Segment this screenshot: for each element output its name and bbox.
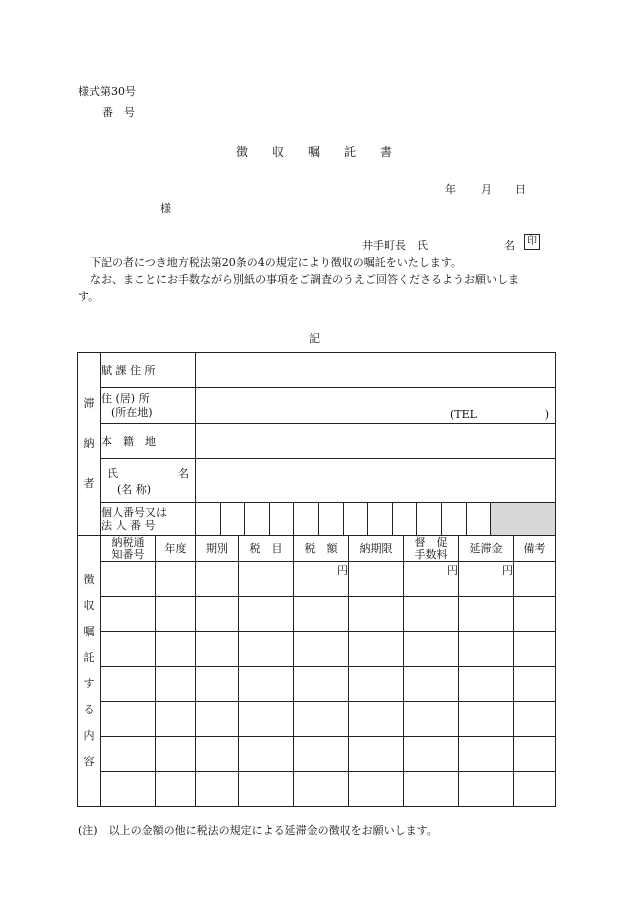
residence-label: 住 (居) 所 (所在地): [101, 388, 196, 424]
name-field[interactable]: [196, 459, 556, 503]
document-title: 徴 収 嘱 託 書: [236, 145, 393, 159]
sender-name-char: 名: [504, 239, 515, 252]
table-row: [78, 737, 556, 772]
individual-number-label: 個人番号又は 法 人 番 号: [101, 503, 196, 536]
yen-unit[interactable]: 円: [404, 562, 459, 597]
tax-address-field[interactable]: [196, 353, 556, 388]
header-tax-item: 税 目: [239, 536, 294, 562]
header-remarks: 備考: [514, 536, 556, 562]
table-row: [78, 597, 556, 632]
header-penalty: 延滞金: [459, 536, 514, 562]
honseki-label: 本 籍 地: [101, 424, 196, 459]
sender-title: 井手町長 氏: [362, 239, 428, 252]
yen-unit[interactable]: 円: [294, 562, 349, 597]
form-number: 様式第30号: [78, 85, 136, 98]
body-line-3: す。: [78, 290, 100, 303]
table-row: [78, 562, 556, 597]
table-row: [78, 772, 556, 807]
body-line-1: 下記の者につき地方税法第20条の4の規定により徴収の嘱託をいたします。: [90, 256, 462, 269]
date-year: 年: [445, 183, 456, 196]
header-period: 期別: [196, 536, 239, 562]
yen-unit[interactable]: 円: [459, 562, 514, 597]
ki-label: 記: [309, 332, 320, 345]
number-label: 番 号: [102, 106, 135, 119]
header-notice-number: 納税通 知番号: [101, 536, 156, 562]
date-month: 月: [481, 183, 492, 196]
tel-label: (TEL: [450, 408, 477, 421]
tel-close: ): [544, 408, 550, 421]
header-reminder-fee: 督 促 手数料: [404, 536, 459, 562]
addressee-suffix: 様: [160, 202, 171, 215]
name-label: 氏 名 (名 称): [101, 459, 196, 503]
residence-field[interactable]: [196, 388, 556, 424]
seal-stamp: 印: [524, 234, 540, 250]
table-row: [78, 702, 556, 737]
table-row: [78, 667, 556, 702]
body-text: [78, 254, 558, 305]
table-row: [78, 632, 556, 667]
taxpayer-group-label: 滞 納 者: [78, 353, 101, 536]
individual-number-boxes[interactable]: [196, 503, 556, 536]
commission-table: [77, 352, 556, 807]
header-year: 年度: [156, 536, 196, 562]
header-due-date: 納期限: [349, 536, 404, 562]
header-tax-amount: 税 額: [294, 536, 349, 562]
footnote: (注) 以上の金額の他に税法の規定による延滞金の徴収をお願いします。: [78, 824, 438, 837]
date-day: 日: [515, 183, 526, 196]
commission-content-label: 徴 収 嘱 託 す る 内 容: [78, 536, 101, 807]
tax-address-label: 賦 課 住 所: [101, 353, 196, 388]
body-line-2: なお、まことにお手数ながら別紙の事項をご調査のうえご回答くださるようお願いしま: [90, 273, 519, 286]
honseki-field[interactable]: [196, 424, 556, 459]
